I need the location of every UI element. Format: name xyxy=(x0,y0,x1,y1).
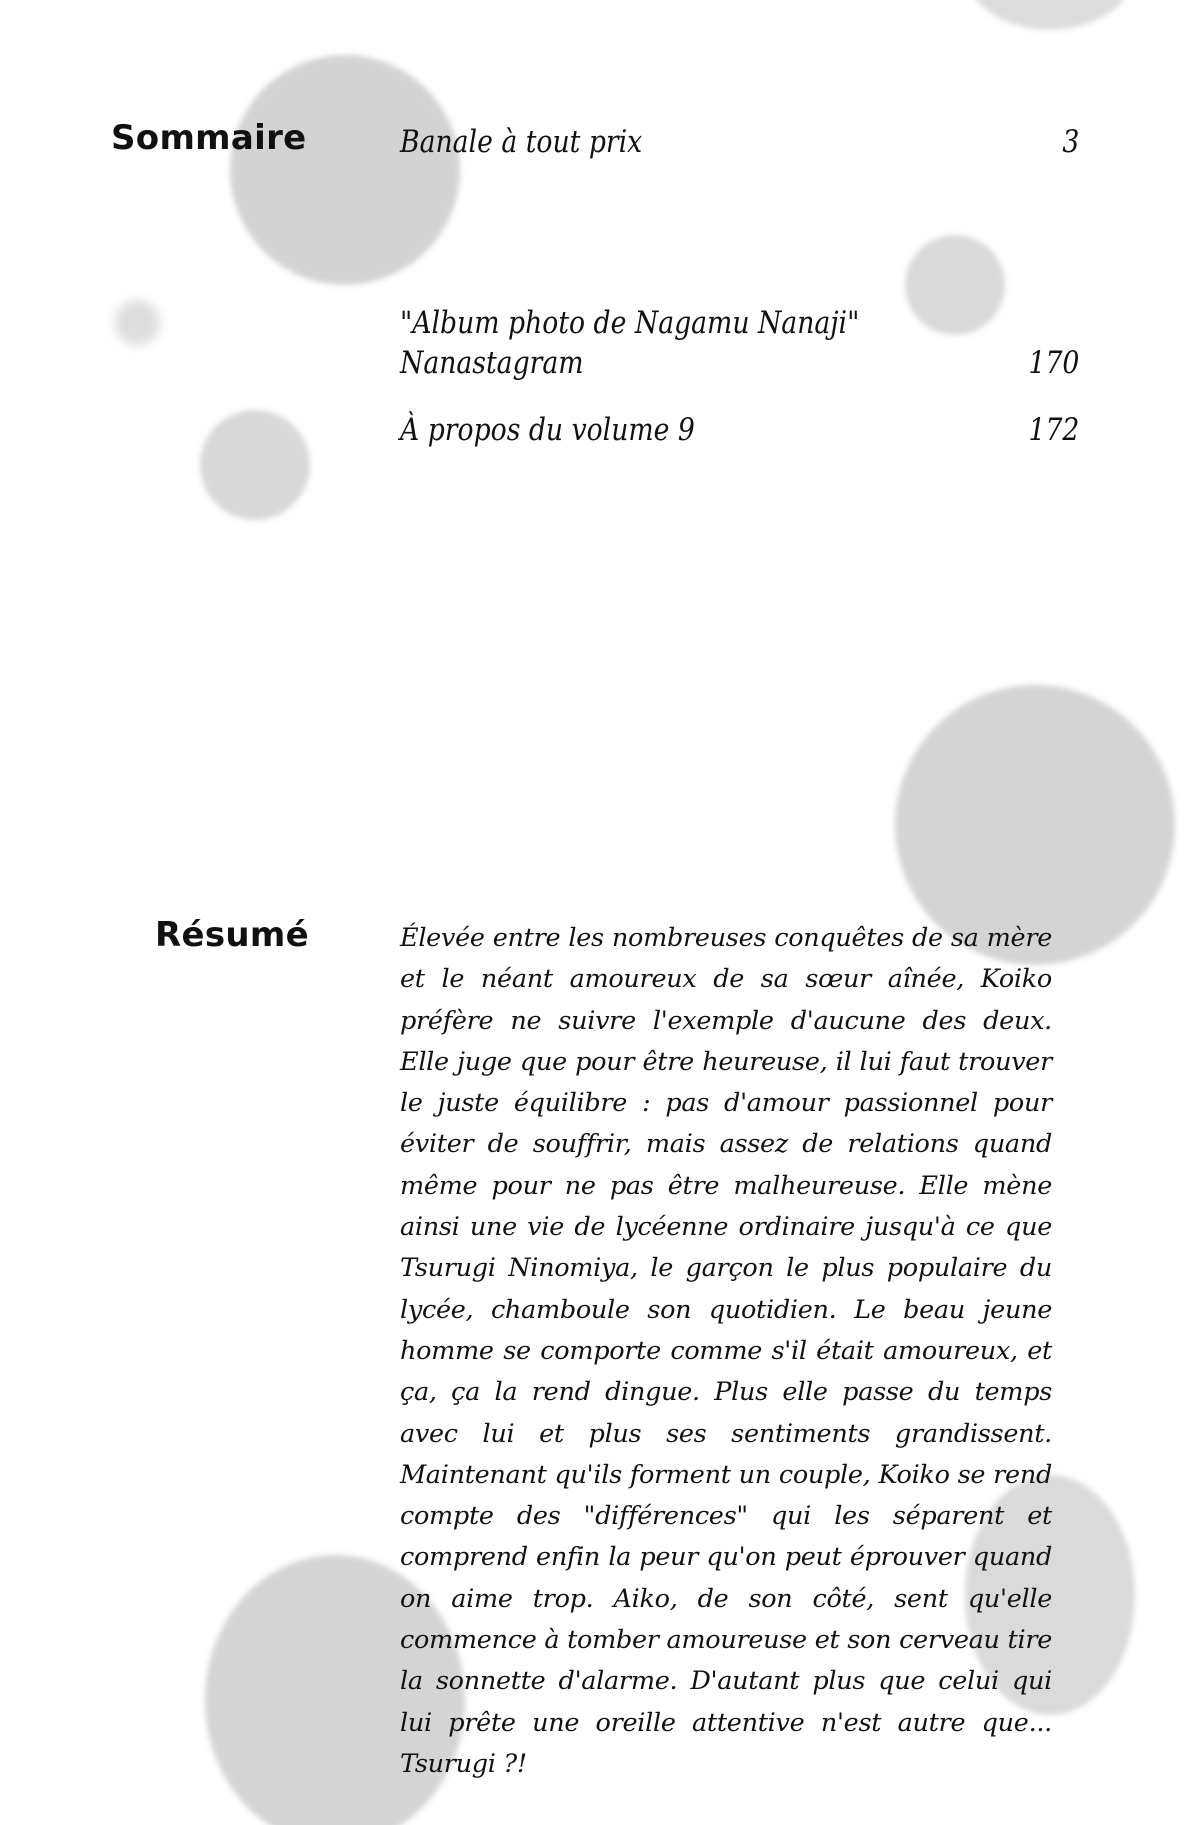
toc-entry-page: 3 xyxy=(1062,124,1080,160)
bokeh-circle xyxy=(200,410,310,520)
toc-entry xyxy=(400,303,1079,383)
bokeh-circle xyxy=(965,0,1135,30)
toc-entry-page: 170 xyxy=(1028,345,1080,381)
toc-entry-title-line2: Nanastagram xyxy=(400,345,584,381)
toc-entry xyxy=(400,124,1079,160)
toc-entry-page: 172 xyxy=(1028,412,1080,448)
resume-text: Élevée entre les nombreuses conquêtes de sa mère et le néant amoureux de sa sœur aînée, Koiko préfère ne suivre l'exemple d'aucune des deux. Elle juge que pour être heureuse, il lui faut trouver le juste équilibre : pas d'amour passionnel pour éviter de souffrir, mais assez de relations quand même pour ne pas être malheureuse. Elle mène ainsi une vie de lycéenne ordinaire jusqu'à ce que Tsurugi Ninomiya, le garçon le plus populaire du lycée, chamboule son quotidien. Le beau jeune homme se comporte comme s'il était amoureux, et ça, ça la rend dingue. Plus elle passe du temps avec lui et plus ses sentiments grandissent. Maintenant qu'ils forment un couple, Koiko se rend compte des "différences" qui les séparent et comprend enfin la peur qu'on peut éprouver quand on aime trop. Aiko, de son côté, sent qu'elle commence à tomber amoureuse et son cerveau tire la sonnette d'alarme. D'autant plus que celui qui lui prête une oreille attentive n'est autre que... Tsurugi ?! xyxy=(400,923,1052,1779)
toc-entry-title: À propos du volume 9 xyxy=(400,412,695,448)
toc-entry xyxy=(400,412,1079,448)
resume-heading: Résumé xyxy=(155,915,309,955)
toc-entry-title-line1: "Album photo de Nagamu Nanaji" xyxy=(400,305,860,341)
toc-entry-title: Banale à tout prix xyxy=(400,124,643,160)
bokeh-circle xyxy=(230,55,460,285)
bokeh-circle xyxy=(115,300,160,345)
sommaire-heading: Sommaire xyxy=(111,118,307,158)
